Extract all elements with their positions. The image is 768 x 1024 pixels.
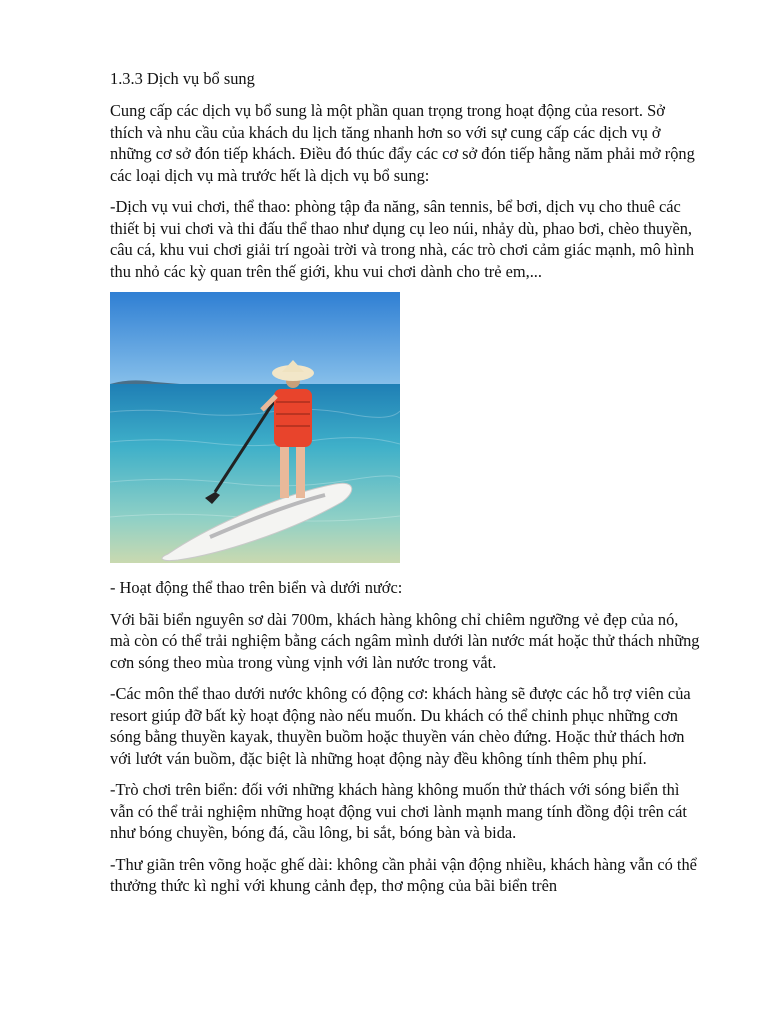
- paragraph-relax: -Thư giãn trên võng hoặc ghế dài: không cần phải vận động nhiều, khách hàng vẫn có thể thưởng thức kì nghỉ với khung cảnh đẹp, thơ mộng của bãi biển trên: [110, 854, 697, 895]
- document-content: [110, 68, 700, 907]
- paragraph-beach-games: -Trò chơi trên biển: đối với những khách hàng không muốn thử thách với sóng biển thì vẫn có thể trải nghiệm những hoạt động vui chơi lành mạnh mang tính đồng đội trên cát như bóng chuyền, bóng đá, cầu lông, bi sắt, bóng bàn và bida.: [110, 780, 687, 842]
- paragraph-sea-sports-title: - Hoạt động thể thao trên biển và dưới nước:: [110, 578, 403, 597]
- paragraph-beach: Với bãi biển nguyên sơ dài 700m, khách hàng không chỉ chiêm ngưỡng vẻ đẹp của nó, mà còn có thể trải nghiệm bằng cách ngâm mình dưới làn nước mát hoặc thử thách những cơn sóng theo mùa trong vùng vịnh với làn nước trong vắt.: [110, 609, 700, 672]
- paragraph-entertainment: -Dịch vụ vui chơi, thể thao: phòng tập đa năng, sân tennis, bể bơi, dịch vụ cho thuê các thiết bị vui chơi và thi đấu thể thao như dụng cụ leo núi, nhảy dù, phao bơi, chèo thuyền, câu cá, khu vui chơi giải trí ngoài trời và trong nhà, các trò chơi cảm giác mạnh, mô hình thu nhỏ các kỳ quan trên thế giới, khu vui chơi dành cho trẻ em,...: [110, 197, 695, 281]
- paragraph-intro: Cung cấp các dịch vụ bổ sung là một phần quan trọng trong hoạt động của resort. Sở thích và nhu cầu của khách du lịch tăng nhanh hơn so với sự cung cấp các dịch vụ ở những cơ sở đón tiếp khách. Điều đó thúc đẩy các cơ sở đón tiếp hằng năm phải mở rộng các loại dịch vụ mà trước hết là dịch vụ bổ sung:: [110, 101, 695, 185]
- paddleboard-photo: [110, 292, 400, 563]
- paragraph-nonmotor-sports: -Các môn thể thao dưới nước không có động cơ: khách hàng sẽ được các hỗ trợ viên của resort giúp đỡ bất kỳ hoạt động nào nếu muốn. Du khách có thể chinh phục những cơn sóng bằng thuyền kayak, thuyền buồm hoặc thuyền ván chèo đứng. Hoặc thử thách hơn với lướt ván buồm, đặc biệt là những hoạt động này đều không tính thêm phụ phí.: [110, 684, 691, 768]
- section-heading: 1.3.3 Dịch vụ bổ sung: [110, 69, 255, 88]
